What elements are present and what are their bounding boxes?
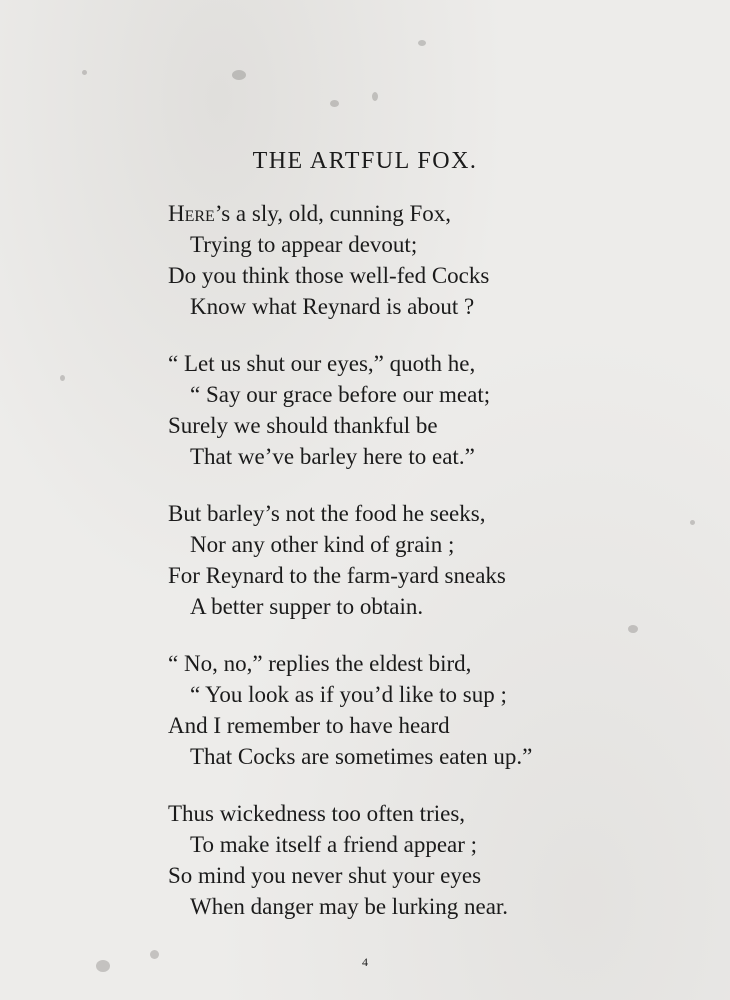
poem-body — [168, 198, 688, 948]
stanza-3 — [168, 498, 688, 622]
poem-line: Nor any other kind of grain ; — [190, 532, 455, 557]
poem-line — [168, 198, 688, 229]
poem-line: “ You look as if you’d like to sup ; — [190, 682, 507, 707]
line-text: ’s a sly, old, cunning Fox, — [214, 201, 452, 226]
stanza-5 — [168, 798, 688, 922]
poem-line: Surely we should thankful be — [168, 413, 438, 438]
paper-speck — [372, 92, 378, 101]
poem-line: Thus wickedness too often tries, — [168, 801, 466, 826]
paper-speck — [82, 70, 87, 75]
poem-line: But barley’s not the food he seeks, — [168, 501, 486, 526]
poem-line: And I remember to have heard — [168, 713, 450, 738]
paper-speck — [232, 70, 246, 80]
poem-line: So mind you never shut your eyes — [168, 863, 482, 888]
stanza-1 — [168, 198, 688, 322]
paper-speck — [690, 520, 695, 525]
paper-speck — [330, 100, 339, 107]
stanza-4 — [168, 648, 688, 772]
poem-line: For Reynard to the farm-yard sneaks — [168, 563, 506, 588]
page-number: 4 — [362, 955, 368, 969]
poem-title: THE ARTFUL FOX. — [252, 148, 478, 174]
poem-line: “ No, no,” replies the eldest bird, — [168, 651, 472, 676]
poem-line: Know what Reynard is about ? — [190, 294, 475, 319]
poem-line: A better supper to obtain. — [190, 594, 424, 619]
poem-line: Do you think those well-fed Cocks — [168, 263, 490, 288]
stanza-2 — [168, 348, 688, 472]
paper-speck — [60, 375, 65, 381]
poem-line: Trying to appear devout; — [190, 232, 418, 257]
poem-line: To make itself a friend appear ; — [190, 832, 478, 857]
poem-line: “ Let us shut our eyes,” quoth he, — [168, 351, 476, 376]
drop-word: Here — [168, 201, 215, 226]
poem-line: “ Say our grace before our meat; — [190, 382, 491, 407]
poem-line: That Cocks are sometimes eaten up.” — [190, 744, 533, 769]
paper-speck — [418, 40, 426, 46]
poem-line: When danger may be lurking near. — [190, 894, 509, 919]
poem-line: That we’ve barley here to eat.” — [190, 444, 475, 469]
